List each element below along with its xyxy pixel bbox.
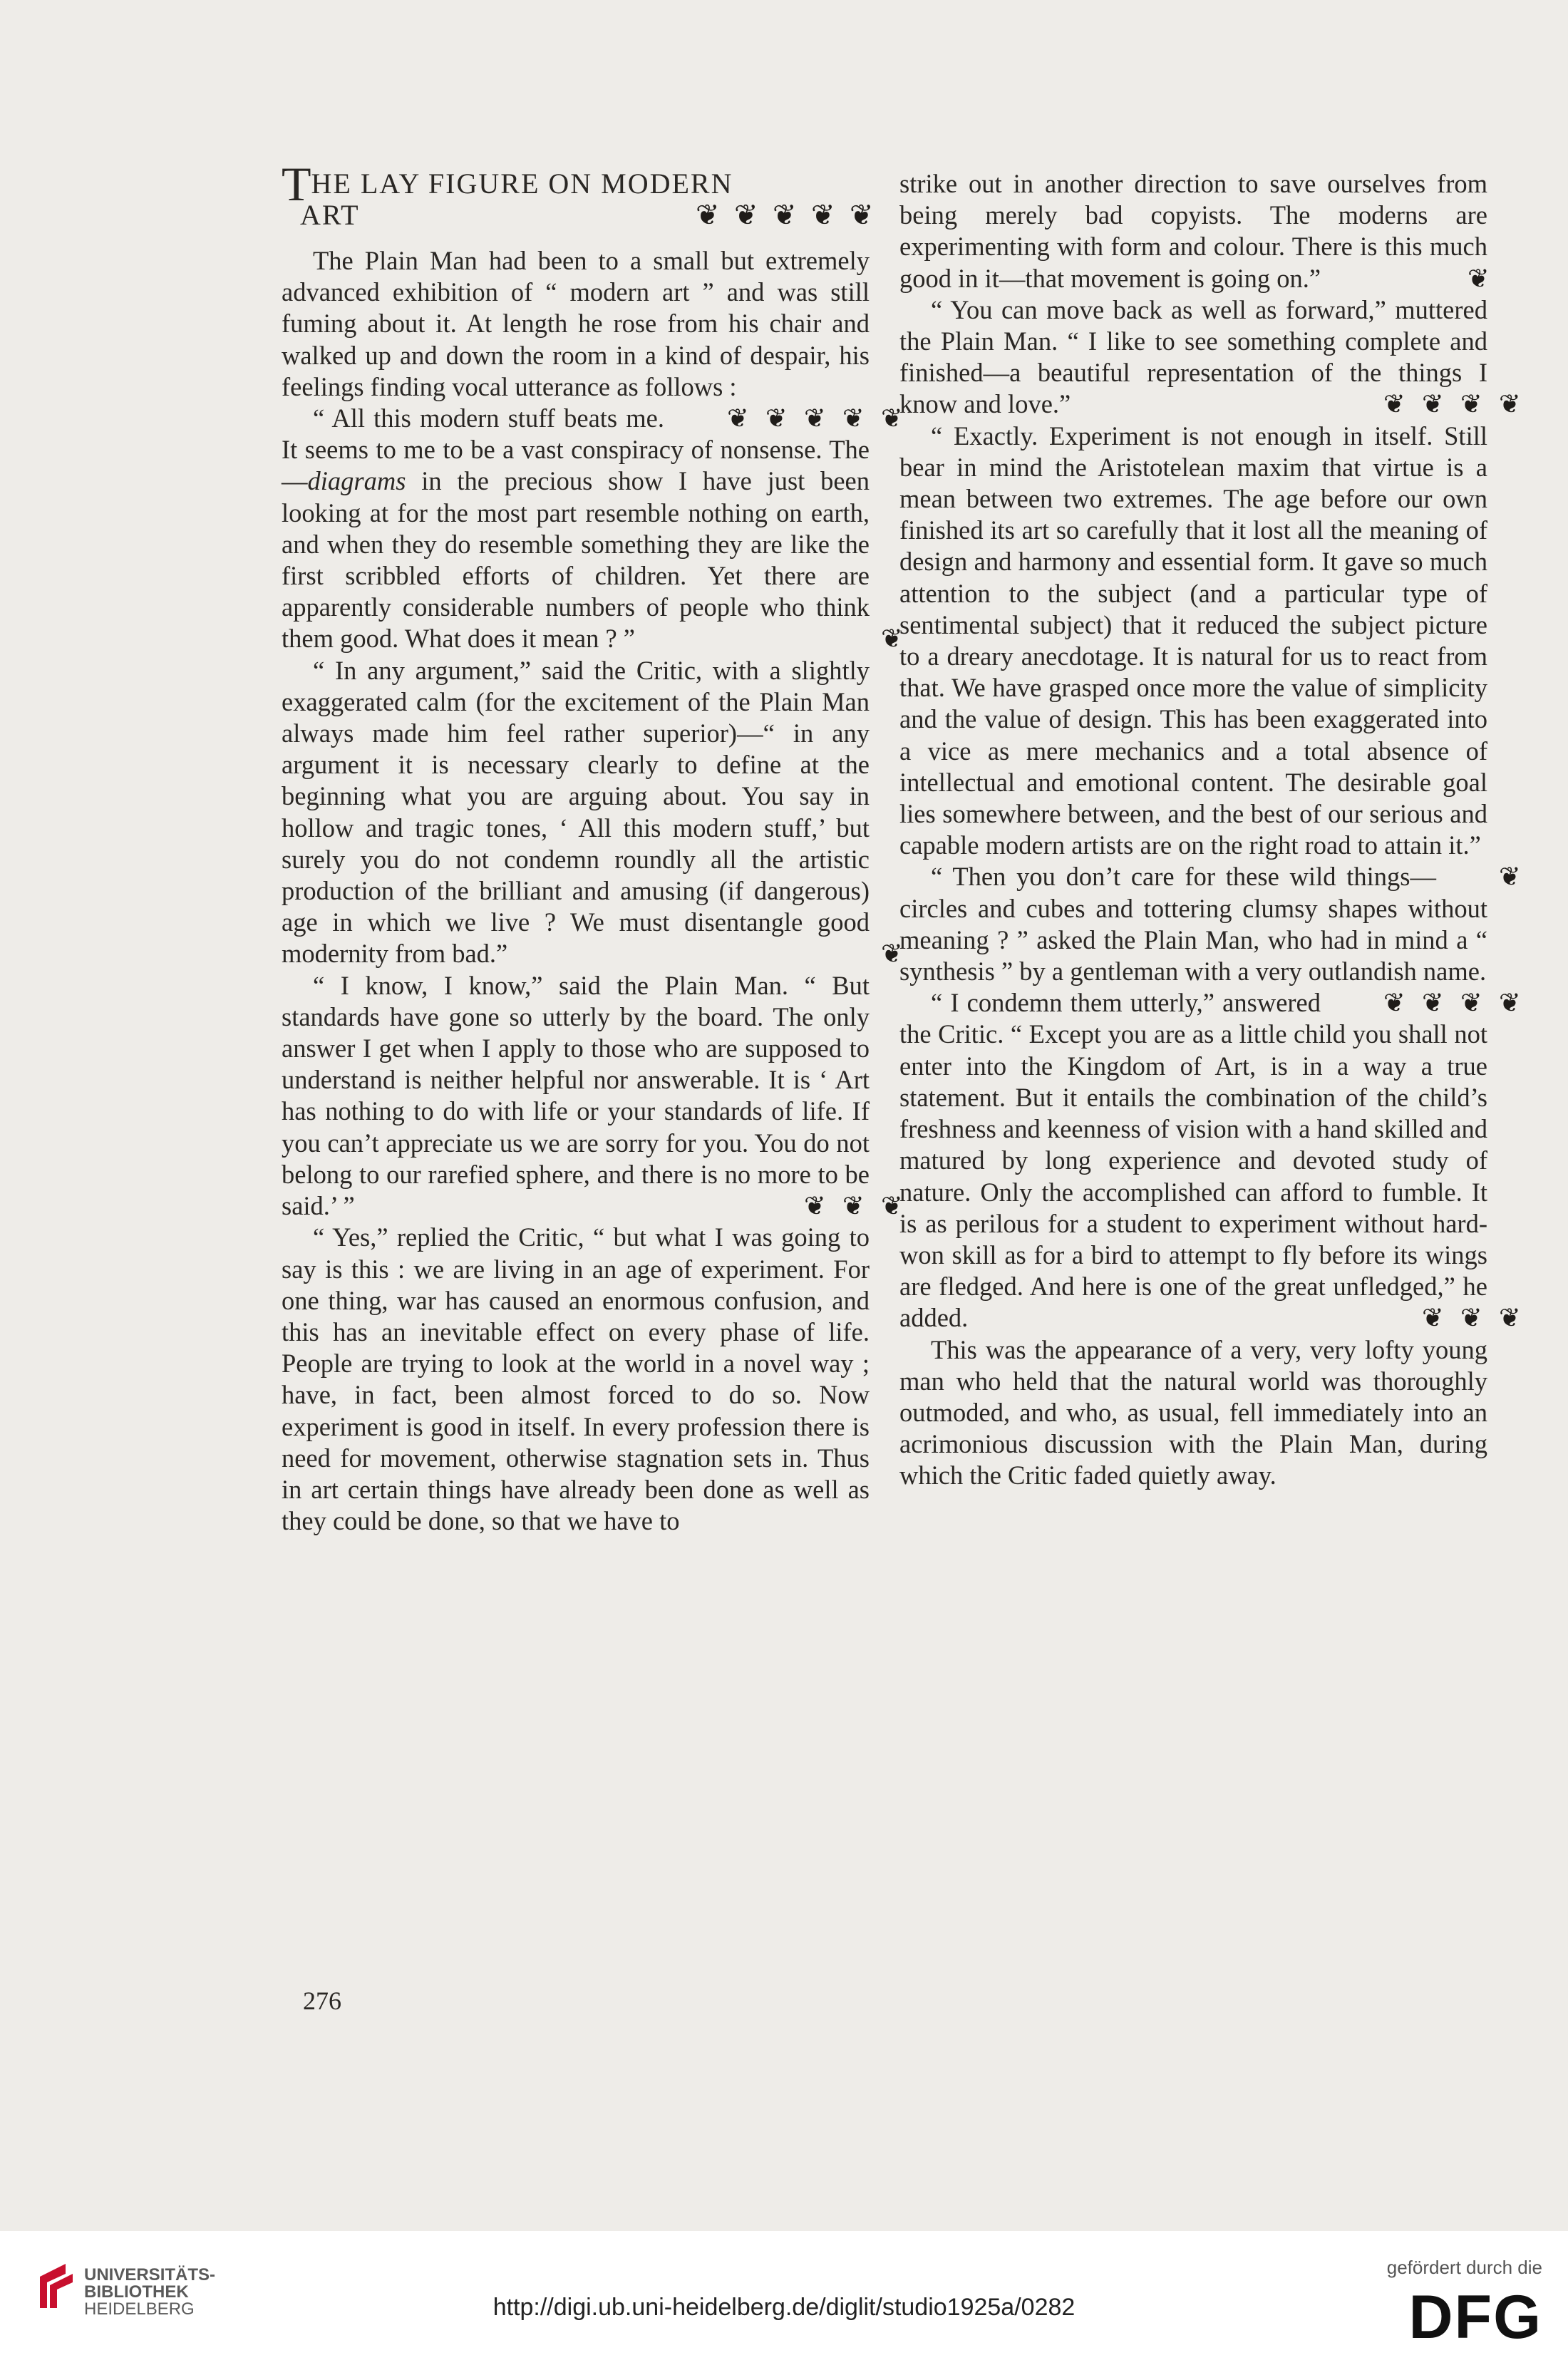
- title-ornaments: [696, 199, 875, 231]
- leaf-ornament-icon: ❦: [696, 199, 721, 231]
- leaf-ornament-icon: ❦: [811, 199, 837, 231]
- leaf-ornament-icon: ❦: [1499, 988, 1521, 1018]
- paragraph: “ I condemn them utterly,” answered the Critic. “ Except you are as a little child you shall not enter into the Kingdom of Art, is in a way a true statement. But it entails the combination of the child’s freshness and keenness of vision with a hand skilled and matured by long experience and devoted study of nature. Only the accomplished can afford to fumble. It is as perilous for a student to experiment without hard-won skill as for a bird to attempt to fly before its wings are fledged. And here is one of the great unfledged,” he added. ❦ ❦ ❦: [899, 987, 1487, 1334]
- leaf-ornament-icon: ❦: [881, 403, 903, 433]
- leaf-ornament-icon: ❦: [1499, 389, 1521, 419]
- paragraph: The Plain Man had been to a small but extremely advanced exhibition of “ modern art ” and was still fuming about it. At length he rose from his chair and walked up and down the room in a kind of despair, his feelings finding vocal utterance as follows : ❦ ❦ ❦ ❦ ❦: [282, 245, 870, 403]
- leaf-ornament-icon: ❦: [1460, 988, 1482, 1018]
- funding-caption: gefördert durch die: [1386, 2257, 1542, 2278]
- paragraph: strike out in another direction to save ourselves from being merely bad copyists. The moderns are experimenting with form and colour. There is this much good in it—that movement is going on.” ❦: [899, 168, 1487, 294]
- paragraph: “ Exactly. Experiment is not enough in itself. Still bear in mind the Aristotelean maxim that virtue is a mean between two extremes. The age before our own finished its art so carefully that it lost all the meaning of design and harmony and essential form. It gave so much attention to the subject (and a particular type of sentimental subject) that it reduced the subject picture to a dreary anecdotage. It is natural for us to react from that. We have grasped once more the value of simplicity and the value of design. This has been exaggerated into a vice as mere mechanics and a total absence of intellectual and emotional content. The desirable goal lies somewhere between, and the best of our serious and capable modern artists are on the right road to attain it.” ❦: [899, 421, 1487, 862]
- leaf-ornament-icon: ❦: [842, 403, 865, 433]
- article-title: [282, 157, 875, 231]
- drop-letter: T: [282, 157, 311, 211]
- paragraph: “ Yes,” replied the Critic, “ but what I was going to say is this : we are living in an age of experiment. For one thing, war has caused an enormous confusion, and this has an inevitable effect on every phase of life. People are trying to look at the world in a novel way ; have, in fact, been almost forced to do so. Now experiment is good in itself. In every profession there is need for movement, otherwise stagnation sets in. Thus in art certain things have already been done as well as they could be done, so that we have to: [282, 1222, 870, 1536]
- library-name: UNIVERSITÄTS- BIBLIOTHEK HEIDELBERG: [84, 2265, 216, 2319]
- leaf-ornament-icon: ❦: [1468, 263, 1490, 293]
- title-line-2: ART: [300, 199, 360, 231]
- italic-word: diagrams: [307, 466, 406, 496]
- leaf-ornament-icon: ❦: [881, 939, 903, 969]
- leaf-ornament-icon: ❦: [773, 199, 798, 231]
- leaf-ornament-icon: ❦: [1499, 862, 1521, 892]
- digitization-footer: [0, 2231, 1568, 2380]
- page-number: 276: [303, 1987, 341, 2015]
- leaf-ornament-icon: ❦: [1460, 1303, 1482, 1333]
- paragraph: “ You can move back as well as forward,” muttered the Plain Man. “ I like to see something complete and finished—a beautiful representation of the things I know and love.” ❦ ❦ ❦ ❦: [899, 294, 1487, 421]
- leaf-ornament-icon: ❦: [804, 403, 826, 433]
- leaf-ornament-icon: ❦: [850, 199, 875, 231]
- leaf-ornament-icon: ❦: [1422, 1303, 1444, 1333]
- paragraph: “ I know, I know,” said the Plain Man. “ But standards have gone so utterly by the board. The only answer I get when I apply to those who are supposed to understand is neither helpful nor answerable. It is ‘ Art has nothing to do with life or your standards of life. If you can’t appreciate us we are sorry for you. You do not belong to our rarefied sphere, and there is no more to be said.’ ” ❦ ❦ ❦: [282, 970, 870, 1222]
- leaf-ornament-icon: ❦: [1422, 988, 1444, 1018]
- leaf-ornament-icon: ❦: [765, 403, 788, 433]
- dfg-logo: DFG: [1408, 2283, 1542, 2351]
- leaf-ornament-icon: ❦: [734, 199, 760, 231]
- leaf-ornament-icon: ❦: [804, 1191, 826, 1221]
- title-line-1: HE LAY FIGURE ON MODERN: [311, 168, 733, 200]
- leaf-ornament-icon: ❦: [1460, 389, 1482, 419]
- paragraph: This was the appearance of a very, very lofty young man who held that the natural world was thoroughly outmoded, and who, as usual, fell immediately into an acrimonious discussion with the Plain Man, during which the Critic faded quietly away.: [899, 1334, 1487, 1490]
- right-column: [899, 168, 1521, 1492]
- leaf-ornament-icon: ❦: [1383, 389, 1405, 419]
- leaf-ornament-icon: ❦: [881, 1191, 903, 1221]
- permalink-url[interactable]: http://digi.ub.uni-heidelberg.de/diglit/studio1925a/0282: [492, 2294, 1076, 2321]
- paragraph: “ In any argument,” said the Critic, with a slightly exaggerated calm (for the excitement of the Plain Man always made him feel rather superior)—“ in any argument it is necessary clearly to define at the beginning what you are arguing about. You say in hollow and tragic tones, ‘ All this modern stuff,’ but surely you do not condemn roundly all the artistic production of the brilliant and amusing (if dangerous) age in which we live ? We must disentangle good modernity from bad.” ❦: [282, 655, 870, 970]
- paragraph: “ All this modern stuff beats me. It seems to me to be a vast conspiracy of nonsense. The—diagrams in the precious show I have just been looking at for the most part resemble nothing on earth, and when they do resemble something they are like the first scribbled efforts of children. Yet there are apparently considerable numbers of people who think them good. What does it mean ? ” ❦: [282, 403, 870, 655]
- leaf-ornament-icon: ❦: [1499, 1303, 1521, 1333]
- leaf-ornament-icon: ❦: [727, 403, 749, 433]
- leaf-ornament-icon: ❦: [1422, 389, 1444, 419]
- leaf-ornament-icon: ❦: [842, 1191, 865, 1221]
- leaf-ornament-icon: ❦: [881, 624, 903, 654]
- left-column: [282, 157, 903, 1537]
- leaf-ornament-icon: ❦: [1383, 988, 1405, 1018]
- paragraph: “ Then you don’t care for these wild things—circles and cubes and tottering clumsy shapes without meaning ? ” asked the Plain Man, who had in mind a “ synthesis ” by a gentleman with a very outlandish name. ❦ ❦ ❦ ❦: [899, 861, 1487, 987]
